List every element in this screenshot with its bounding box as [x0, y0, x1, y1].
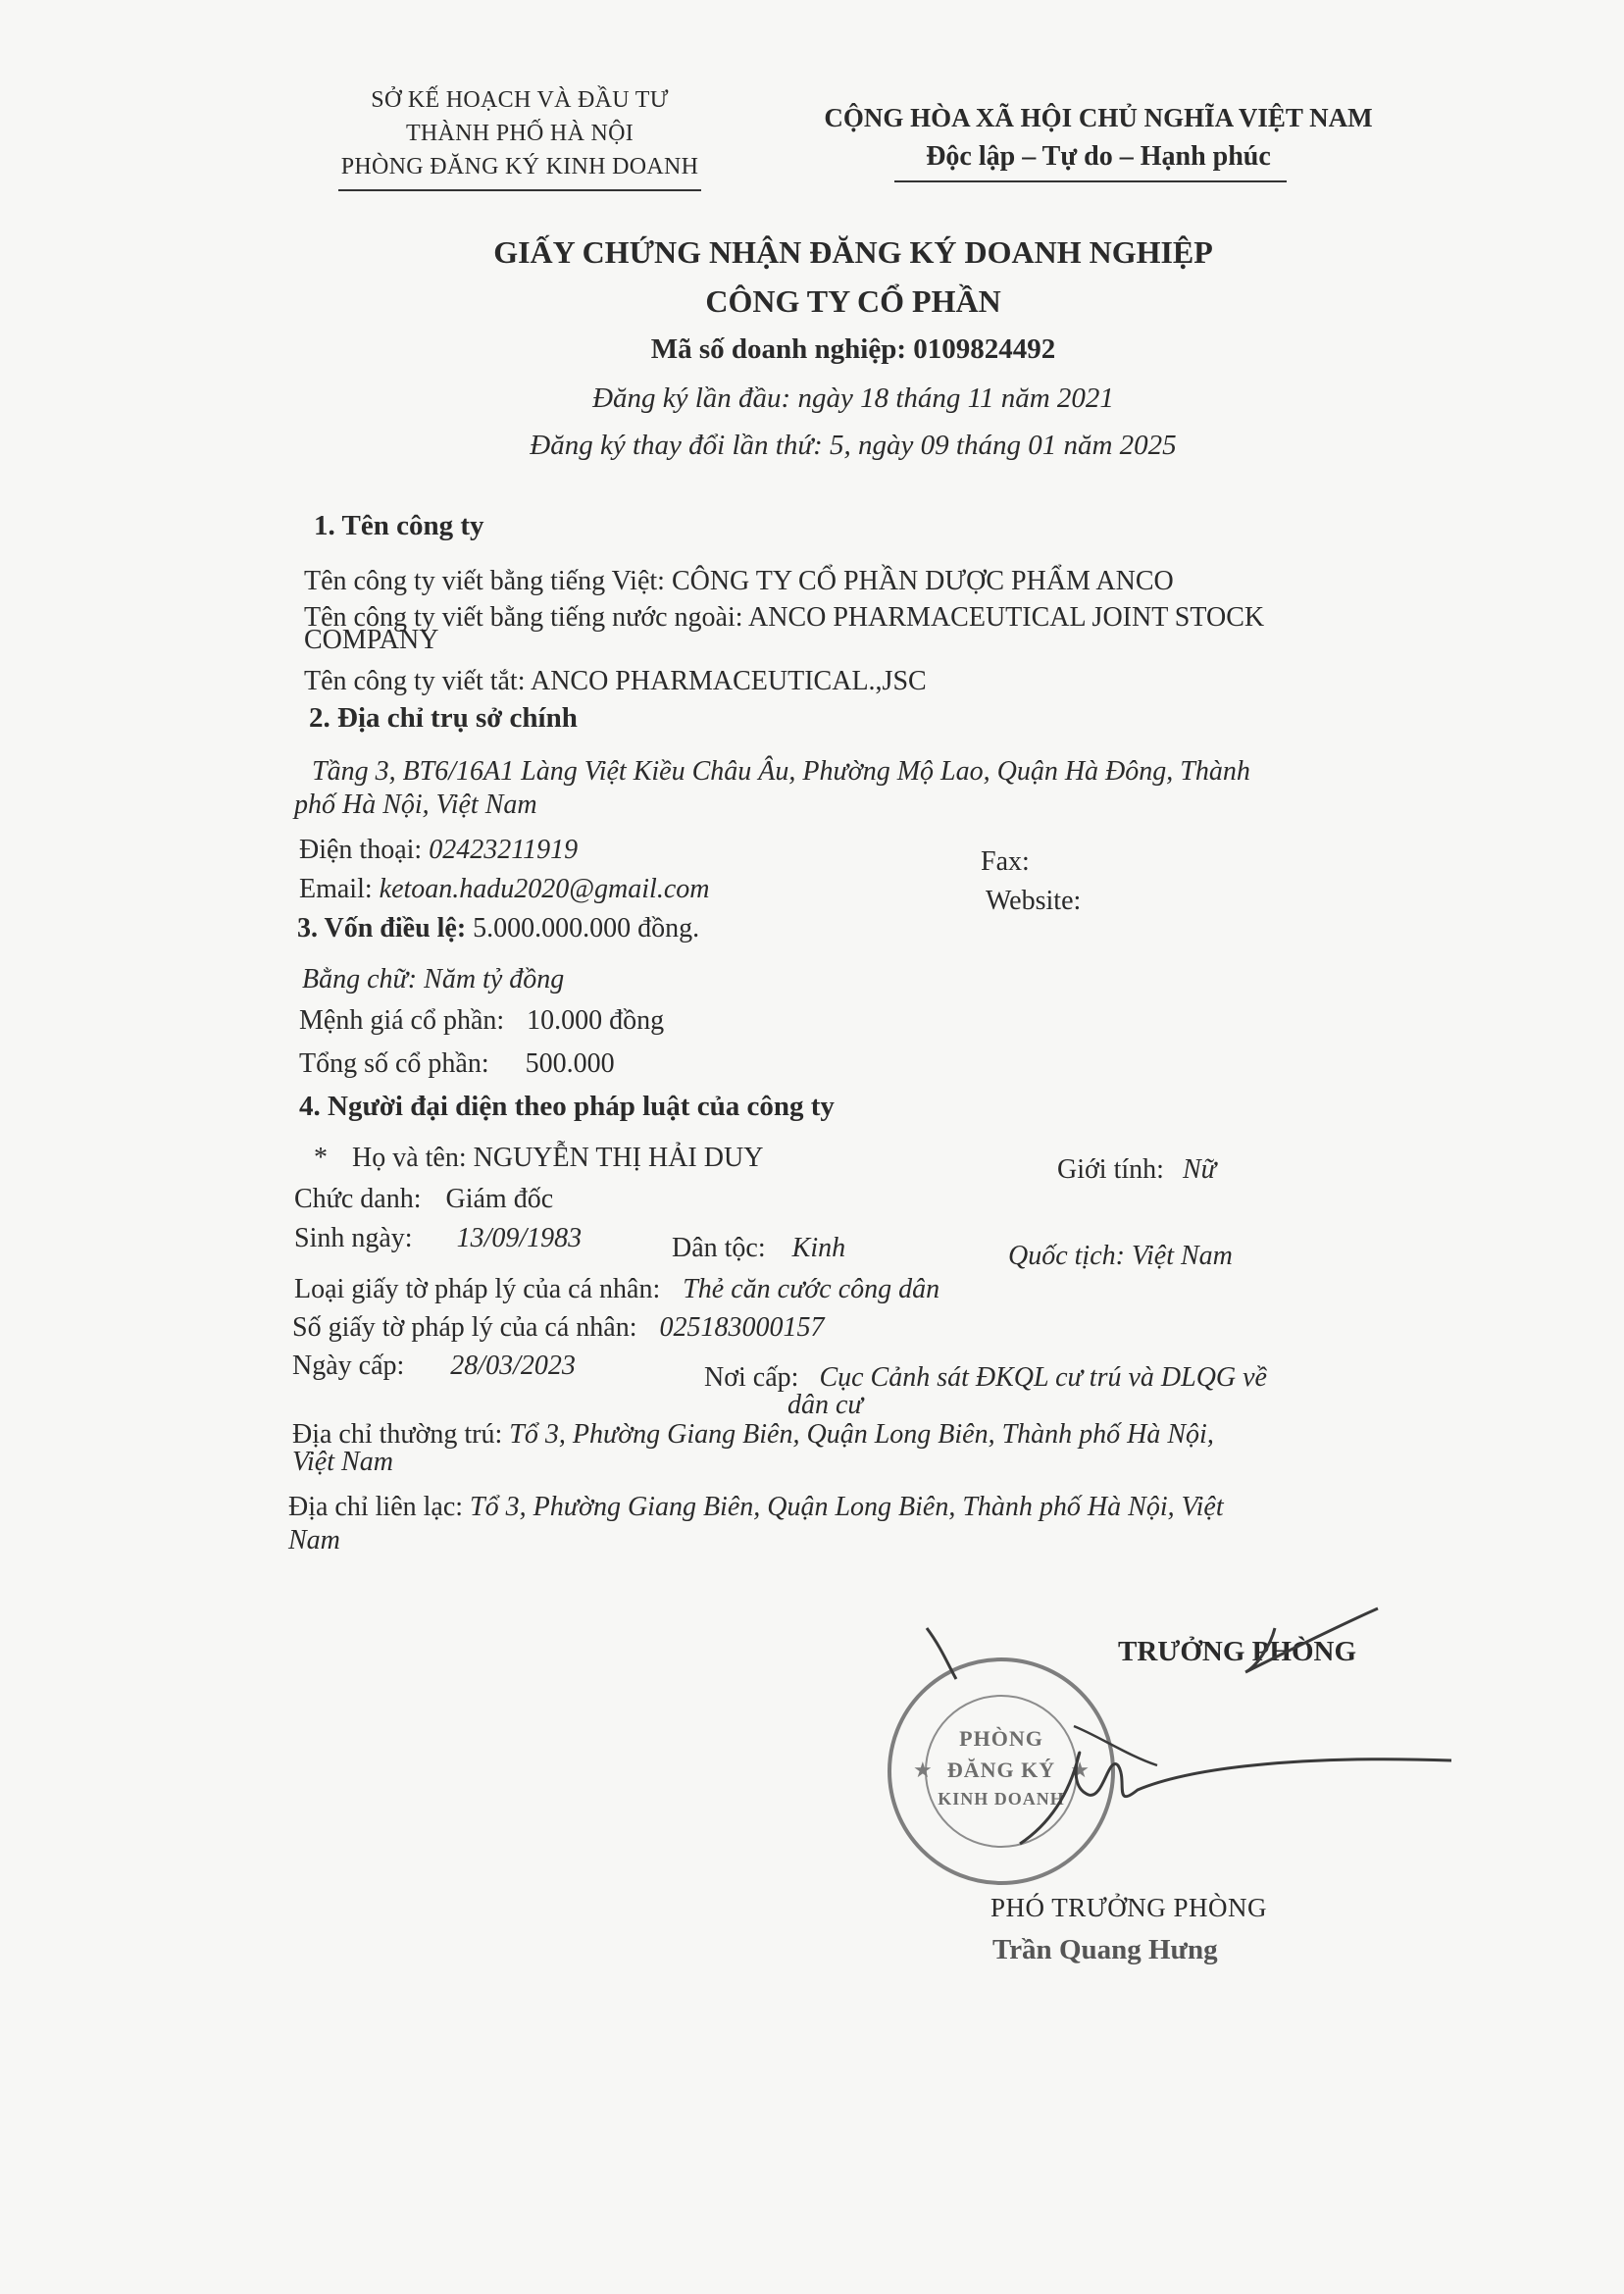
address-line-1: Tầng 3, BT6/16A1 Làng Việt Kiều Châu Âu, Phường Mộ Lao, Quận Hà Đông, Thành: [312, 756, 1250, 787]
first-registration: Đăng ký lần đầu: ngày 18 tháng 11 năm 2021: [592, 382, 1114, 414]
ethnicity-row: [672, 1232, 845, 1265]
par-value-label: Mệnh giá cổ phần:: [299, 1005, 505, 1036]
enterprise-code: Mã số doanh nghiệp: 0109824492: [650, 333, 1056, 365]
id-number-label: Số giấy tờ pháp lý của cá nhân:: [292, 1312, 637, 1343]
section-2-heading: 2. Địa chỉ trụ sở chính: [309, 702, 578, 734]
title-line-1: GIẤY CHỨNG NHẬN ĐĂNG KÝ DOANH NGHIỆP: [493, 234, 1213, 270]
address-line-2: phố Hà Nội, Việt Nam: [294, 790, 537, 820]
foreign-name-value: ANCO PHARMACEUTICAL JOINT STOCK: [748, 602, 1265, 633]
nationality-row: [1008, 1240, 1233, 1273]
national-motto: Độc lập – Tự do – Hạnh phúc: [926, 141, 1271, 172]
total-shares-value: 500.000: [525, 1048, 615, 1079]
seal-star-icon: ★: [1070, 1758, 1090, 1782]
contact-label: Địa chỉ liên lạc:: [288, 1492, 464, 1522]
rep-name-value: NGUYỄN THỊ HẢI DUY: [473, 1143, 764, 1173]
permanent-address-row: [292, 1418, 1214, 1452]
id-number-row: [292, 1311, 825, 1345]
dob-value: 13/09/1983: [456, 1223, 583, 1253]
short-name-row: [304, 665, 927, 698]
gender-row: [1057, 1153, 1216, 1187]
phone-row: [299, 834, 578, 867]
par-value-row: [299, 1004, 664, 1038]
capital-in-words-row: [302, 963, 564, 996]
issued-by-cont: dân cư: [787, 1390, 863, 1420]
official-seal: [888, 1657, 1115, 1885]
rep-title-value: Giám đốc: [445, 1184, 554, 1214]
signer-name: Trần Quang Hưng: [992, 1934, 1218, 1965]
seal-line-1: PHÒNG: [959, 1726, 1043, 1751]
contact-value: Tổ 3, Phường Giang Biên, Quận Long Biên, Thành phố Hà Nội, Việt: [470, 1492, 1224, 1522]
vn-name-row: [304, 565, 1174, 598]
rep-title-row: [294, 1183, 553, 1216]
issued-by-label: Nơi cấp:: [704, 1362, 799, 1393]
foreign-name-row: [304, 601, 1264, 635]
foreign-name-cont: COMPANY: [304, 625, 439, 655]
vn-name-value: CÔNG TY CỔ PHẦN DƯỢC PHẨM ANCO: [671, 566, 1174, 596]
seal-line-3: KINH DOANH: [938, 1789, 1065, 1809]
bullet: *: [314, 1143, 328, 1173]
rep-title-label: Chức danh:: [294, 1184, 422, 1214]
head-of-office-title: TRƯỞNG PHÒNG: [1118, 1636, 1357, 1667]
vn-name-label: Tên công ty viết bằng tiếng Việt:: [304, 566, 665, 596]
gender-value: Nữ: [1182, 1154, 1216, 1185]
issue-date-value: 28/03/2023: [450, 1351, 576, 1381]
ethnicity-label: Dân tộc:: [672, 1233, 766, 1263]
section-1-heading: 1. Tên công ty: [314, 510, 484, 541]
issued-by-value: Cục Cảnh sát ĐKQL cư trú và DLQG về: [819, 1362, 1267, 1393]
section-4-heading: 4. Người đại diện theo pháp luật của công ty: [299, 1091, 835, 1122]
contact-address-row: [288, 1491, 1224, 1524]
in-words-label: Bằng chữ:: [302, 964, 418, 994]
authority-line-2: THÀNH PHỐ HÀ NỘI: [405, 121, 634, 146]
dob-label: Sinh ngày:: [294, 1223, 413, 1253]
section-3-heading: 3. Vốn điều lệ:: [297, 913, 467, 943]
in-words-value: Năm tỷ đồng: [424, 964, 565, 994]
id-type-label: Loại giấy tờ pháp lý của cá nhân:: [294, 1274, 661, 1304]
ethnicity-value: Kinh: [791, 1233, 846, 1263]
seal-line-2: ĐĂNG KÝ: [946, 1758, 1056, 1782]
foreign-name-label: Tên công ty viết bằng tiếng nước ngoài:: [304, 602, 743, 633]
total-shares-row: [299, 1047, 615, 1081]
permanent-address-cont: Việt Nam: [292, 1447, 393, 1477]
nationality-value: Việt Nam: [1131, 1241, 1233, 1271]
permanent-value: Tổ 3, Phường Giang Biên, Quận Long Biên, Thành phố Hà Nội,: [509, 1419, 1214, 1450]
contact-address-cont: Nam: [288, 1525, 340, 1555]
id-number-value: 025183000157: [659, 1312, 825, 1343]
national-name: CỘNG HÒA XÃ HỘI CHỦ NGHĨA VIỆT NAM: [824, 103, 1373, 132]
motto-underline: [894, 180, 1287, 182]
seal-star-icon: ★: [913, 1758, 933, 1782]
authority-line-1: SỞ KẾ HOẠCH VÀ ĐẦU TƯ: [371, 87, 669, 113]
id-type-value: Thẻ căn cước công dân: [683, 1274, 940, 1304]
phone-value: 02423211919: [429, 835, 579, 865]
short-name-value: ANCO PHARMACEUTICAL.,JSC: [530, 666, 927, 696]
document-title: [392, 228, 1314, 326]
dob-row: [294, 1222, 582, 1255]
issue-date-row: [292, 1350, 576, 1383]
national-header: [814, 98, 1383, 177]
rep-name-row: [314, 1142, 763, 1175]
title-line-2: CÔNG TY CỔ PHẦN: [705, 283, 1001, 319]
amendment-registration: Đăng ký thay đổi lần thứ: 5, ngày 09 tháng 01 năm 2025: [530, 430, 1177, 461]
email-label: Email:: [299, 874, 373, 904]
website-label: Website:: [986, 886, 1082, 916]
issue-date-label: Ngày cấp:: [292, 1351, 405, 1381]
issuing-authority: [294, 83, 745, 183]
deputy-head-title: PHÓ TRƯỞNG PHÒNG: [990, 1893, 1267, 1922]
nationality-label: Quốc tịch:: [1008, 1241, 1125, 1271]
rep-name-label: Họ và tên:: [352, 1143, 467, 1173]
capital-row: [297, 912, 699, 945]
par-value: 10.000 đồng: [527, 1005, 665, 1036]
id-type-row: [294, 1273, 939, 1306]
permanent-label: Địa chỉ thường trú:: [292, 1419, 503, 1450]
short-name-label: Tên công ty viết tắt:: [304, 666, 526, 696]
capital-value: 5.000.000.000 đồng.: [473, 913, 700, 943]
email-row: [299, 873, 709, 906]
authority-underline: [338, 189, 701, 191]
total-shares-label: Tổng số cổ phần:: [299, 1048, 489, 1079]
phone-label: Điện thoại:: [299, 835, 423, 865]
fax-label: Fax:: [981, 846, 1030, 877]
gender-label: Giới tính:: [1057, 1154, 1164, 1185]
authority-line-3: PHÒNG ĐĂNG KÝ KINH DOANH: [340, 154, 699, 179]
email-value: ketoan.hadu2020@gmail.com: [379, 874, 710, 904]
